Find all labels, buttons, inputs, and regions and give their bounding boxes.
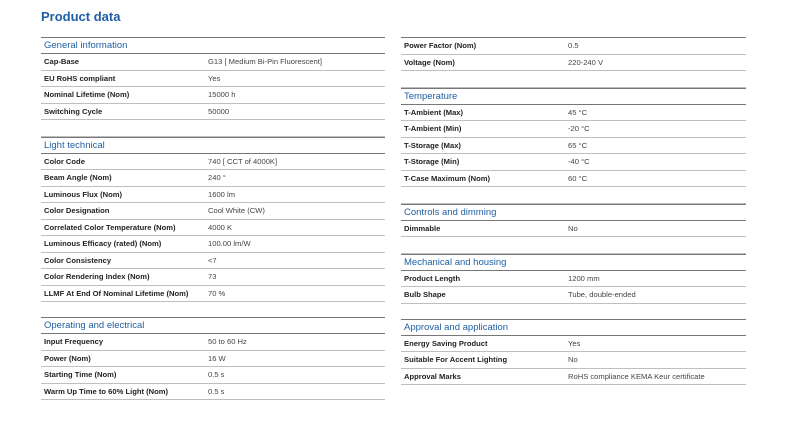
section-header: Controls and dimming bbox=[401, 204, 746, 221]
spec-row bbox=[401, 105, 746, 122]
spec-row bbox=[401, 271, 746, 288]
spec-value: No bbox=[568, 223, 578, 233]
spec-value: 0.5 s bbox=[208, 370, 225, 379]
row-divider bbox=[41, 120, 385, 137]
section-electrical-continued bbox=[401, 37, 746, 88]
section-controls-dimming bbox=[401, 204, 746, 254]
spec-row bbox=[41, 220, 385, 237]
section-header: Operating and electrical bbox=[41, 317, 385, 334]
spec-label: Dimmable bbox=[404, 223, 441, 233]
spec-label: Approval Marks bbox=[404, 371, 461, 381]
spec-row bbox=[401, 336, 746, 353]
spec-label: EU RoHS compliant bbox=[44, 73, 116, 83]
left-column bbox=[41, 37, 385, 400]
spec-value: Cool White (CW) bbox=[208, 206, 265, 215]
section-general-information bbox=[41, 37, 385, 137]
spec-row bbox=[41, 367, 385, 384]
spec-label: LLMF At End Of Nominal Lifetime (Nom) bbox=[44, 288, 189, 298]
spec-label: Color Consistency bbox=[44, 255, 112, 265]
spec-value: 0.5 bbox=[568, 41, 579, 50]
spec-label: Nominal Lifetime (Nom) bbox=[44, 90, 130, 99]
spec-label: Switching Cycle bbox=[44, 106, 103, 116]
spec-row bbox=[41, 286, 385, 303]
spec-row bbox=[401, 369, 746, 386]
spec-row bbox=[401, 154, 746, 171]
spec-row bbox=[41, 170, 385, 187]
spec-label: Cap-Base bbox=[44, 57, 80, 66]
spec-value: 70 % bbox=[208, 288, 226, 298]
spec-row bbox=[401, 171, 746, 188]
spec-row bbox=[401, 138, 746, 155]
section-mechanical-housing bbox=[401, 254, 746, 304]
spec-value: 16 W bbox=[208, 353, 226, 363]
spec-row bbox=[41, 87, 385, 104]
spec-label: Luminous Efficacy (rated) (Nom) bbox=[44, 239, 162, 248]
spec-row bbox=[41, 71, 385, 88]
spec-row bbox=[41, 104, 385, 121]
spec-row bbox=[41, 203, 385, 220]
page-title: Product data bbox=[41, 9, 121, 24]
section-header: Mechanical and housing bbox=[401, 254, 746, 271]
spec-row bbox=[41, 384, 385, 401]
spec-label: T-Ambient (Min) bbox=[404, 124, 462, 133]
spec-label: Energy Saving Product bbox=[404, 338, 488, 348]
spec-label: T-Storage (Max) bbox=[404, 140, 461, 150]
spec-value: <7 bbox=[208, 255, 217, 265]
spec-value: -20 °C bbox=[568, 124, 590, 133]
spec-row bbox=[401, 37, 746, 55]
spec-row bbox=[41, 236, 385, 253]
spec-label: T-Case Maximum (Nom) bbox=[404, 173, 491, 183]
spec-label: Color Rendering Index (Nom) bbox=[44, 272, 150, 281]
spec-value: RoHS compliance KEMA Keur certificate bbox=[568, 371, 705, 381]
spec-value: 50 to 60 Hz bbox=[208, 337, 247, 346]
spec-value: 65 °C bbox=[568, 140, 588, 150]
spec-row bbox=[41, 54, 385, 71]
spec-label: Warm Up Time to 60% Light (Nom) bbox=[44, 386, 169, 396]
spec-label: Power Factor (Nom) bbox=[404, 41, 477, 50]
spec-label: Input Frequency bbox=[44, 337, 104, 346]
spec-label: Suitable For Accent Lighting bbox=[404, 355, 508, 364]
spec-row bbox=[41, 187, 385, 204]
spec-value: 4000 K bbox=[208, 222, 233, 232]
spec-value: 1200 mm bbox=[568, 273, 600, 283]
spec-value: G13 [ Medium Bi-Pin Fluorescent] bbox=[208, 57, 322, 66]
spec-row bbox=[401, 287, 746, 304]
spec-label: Voltage (Nom) bbox=[404, 57, 455, 67]
spec-row bbox=[41, 253, 385, 270]
spec-value: 240 ° bbox=[208, 173, 226, 182]
spec-value: Tube, double-ended bbox=[568, 290, 636, 299]
spec-value: 60 °C bbox=[568, 173, 588, 183]
spec-row bbox=[401, 221, 746, 238]
spec-value: 73 bbox=[208, 272, 217, 281]
spec-row bbox=[41, 154, 385, 171]
spec-value: 50000 bbox=[208, 106, 230, 116]
spec-value: 0.5 s bbox=[208, 386, 225, 396]
spec-row bbox=[41, 351, 385, 368]
row-divider bbox=[401, 71, 746, 88]
spec-label: Beam Angle (Nom) bbox=[44, 173, 112, 182]
spec-value: -40 °C bbox=[568, 157, 590, 166]
spec-label: Color Designation bbox=[44, 206, 110, 215]
spec-value: 100.00 lm/W bbox=[208, 239, 251, 248]
section-header: Approval and application bbox=[401, 319, 746, 336]
spec-value: 740 [ CCT of 4000K] bbox=[208, 156, 278, 166]
right-column bbox=[401, 37, 746, 385]
spec-value: Yes bbox=[208, 73, 221, 83]
spec-row bbox=[401, 121, 746, 138]
section-header: Light technical bbox=[41, 137, 385, 154]
spec-label: Bulb Shape bbox=[404, 290, 446, 299]
spec-value: 15000 h bbox=[208, 90, 236, 99]
spec-label: Starting Time (Nom) bbox=[44, 370, 117, 379]
spec-label: Correlated Color Temperature (Nom) bbox=[44, 222, 176, 232]
spec-label: Power (Nom) bbox=[44, 353, 91, 363]
spec-label: Luminous Flux (Nom) bbox=[44, 189, 123, 199]
spec-value: 45 °C bbox=[568, 107, 588, 117]
section-header: General information bbox=[41, 37, 385, 54]
spec-row bbox=[401, 55, 746, 72]
spec-label: Color Code bbox=[44, 156, 85, 166]
spec-value: No bbox=[568, 355, 578, 364]
row-divider bbox=[401, 187, 746, 204]
spec-value: 220-240 V bbox=[568, 57, 604, 67]
section-operating-electrical bbox=[41, 317, 385, 400]
section-light-technical bbox=[41, 137, 385, 303]
section-approval-application bbox=[401, 319, 746, 386]
spec-row bbox=[41, 334, 385, 351]
row-divider bbox=[401, 237, 746, 254]
spec-row bbox=[41, 269, 385, 286]
spec-label: T-Storage (Min) bbox=[404, 157, 460, 166]
spec-label: T-Ambient (Max) bbox=[404, 107, 464, 117]
section-temperature bbox=[401, 88, 746, 204]
spec-value: 1600 lm bbox=[208, 189, 236, 199]
spec-row bbox=[401, 352, 746, 369]
section-header: Temperature bbox=[401, 88, 746, 105]
spec-label: Product Length bbox=[404, 273, 461, 283]
spec-value: Yes bbox=[568, 338, 581, 348]
